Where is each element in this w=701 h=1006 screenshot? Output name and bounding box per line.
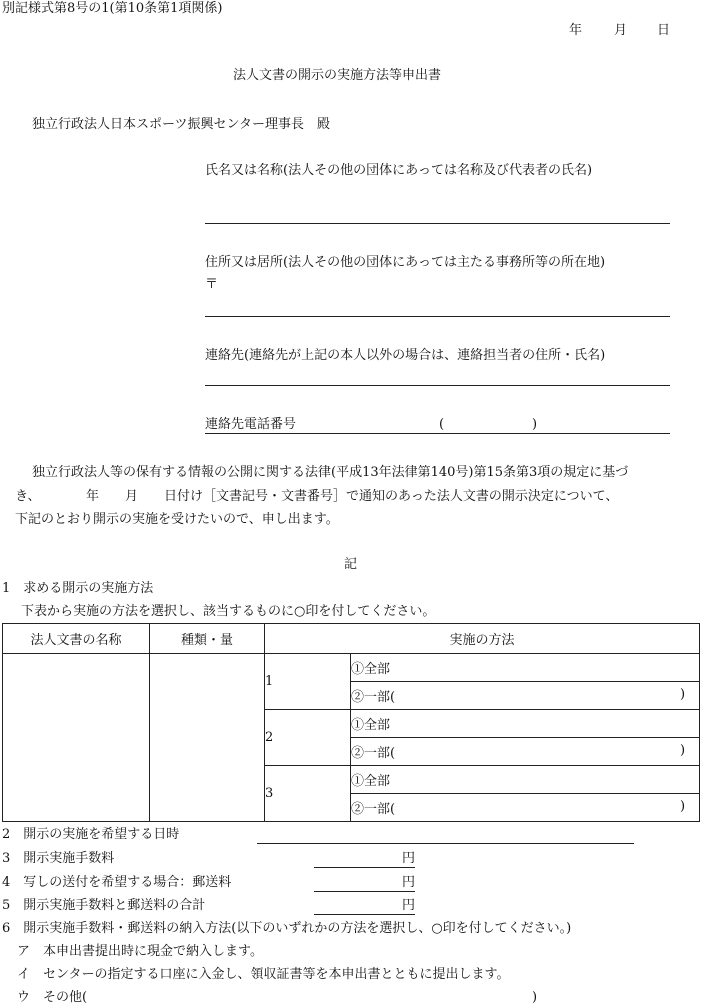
date-day: 日 <box>657 23 671 38</box>
option-label: ②一部( <box>351 690 396 705</box>
option-label: ②一部( <box>351 802 396 817</box>
option-partial[interactable] <box>351 682 700 710</box>
item-2-label: 2 開示の実施を希望する日時 <box>2 827 180 842</box>
item-3-label: 3 開示実施手数料 <box>2 851 115 866</box>
phone-close-paren: ) <box>532 417 538 432</box>
yen-unit: 円 <box>401 851 415 866</box>
ki-heading: 記 <box>344 557 358 572</box>
body-text-line-2: き、 年 月 日付け［文書記号・文書番号］で通知のあった法人文書の開示決定について、 <box>15 489 619 504</box>
table-row <box>3 654 700 682</box>
yen-unit: 円 <box>401 898 415 913</box>
disclosure-method-table <box>2 623 700 822</box>
section-1-instruction: 下表から実施の方法を選択し、該当するものに○印を付してください。 <box>21 604 436 619</box>
option-i[interactable]: イ センターの指定する口座に入金し、領収証書等を本申出書とともに提出します。 <box>17 967 510 982</box>
option-partial[interactable] <box>351 794 700 822</box>
header-method: 実施の方法 <box>265 624 700 654</box>
table-header-row <box>3 624 700 654</box>
addressee: 独立行政法人日本スポーツ振興センター理事長 殿 <box>32 117 330 132</box>
close-paren: ) <box>679 743 686 758</box>
body-text-line-3: 下記のとおり開示の実施を受けたいので、申し出ます。 <box>15 512 339 527</box>
address-line[interactable] <box>205 316 670 317</box>
option-u-close-paren: ) <box>532 990 538 1005</box>
item-3-field[interactable] <box>314 851 415 868</box>
option-label: ①全部 <box>351 662 391 677</box>
form-number: 別記様式第8号の1(第10条第1項関係) <box>2 1 223 16</box>
phone-open-paren: ( <box>439 417 445 432</box>
item-5-field[interactable] <box>314 898 415 915</box>
document-name-cell[interactable] <box>3 654 150 822</box>
group-number: 2 <box>265 710 351 766</box>
option-a[interactable]: ア 本申出書提出時に現金で納入します。 <box>17 944 263 959</box>
contact-line[interactable] <box>205 385 670 386</box>
option-all[interactable] <box>351 710 700 738</box>
name-label: 氏名又は名称(法人その他の団体にあっては名称及び代表者の氏名) <box>205 163 593 178</box>
phone-label: 連絡先電話番号 <box>205 417 297 432</box>
yen-unit: 円 <box>401 875 415 890</box>
contact-label: 連絡先(連絡先が上記の本人以外の場合は、連絡担当者の住所・氏名) <box>205 348 606 363</box>
group-number: 3 <box>265 766 351 822</box>
date-year: 年 <box>569 23 583 38</box>
close-paren: ) <box>679 799 686 814</box>
header-document-name: 法人文書の名称 <box>3 624 150 654</box>
option-all[interactable] <box>351 654 700 682</box>
option-all[interactable] <box>351 766 700 794</box>
document-title: 法人文書の開示の実施方法等申出書 <box>233 68 442 83</box>
option-label: ②一部( <box>351 746 396 761</box>
type-quantity-cell[interactable] <box>150 654 265 822</box>
section-1-heading: 1 求める開示の実施方法 <box>2 581 154 596</box>
header-type-quantity: 種類・量 <box>150 624 265 654</box>
option-label: ①全部 <box>351 774 391 789</box>
address-label: 住所又は居所(法人その他の団体にあっては主たる事務所等の所在地) <box>205 255 606 270</box>
item-4-label: 4 写しの送付を希望する場合：郵送料 <box>2 875 232 890</box>
option-u[interactable]: ウ その他( <box>17 990 88 1005</box>
item-2-line[interactable] <box>257 843 634 844</box>
name-line[interactable] <box>205 223 670 224</box>
item-6-label: 6 開示実施手数料・郵送料の納入方法(以下のいずれかの方法を選択し、○印を付してください。) <box>2 921 572 936</box>
item-4-field[interactable] <box>314 875 415 892</box>
group-number: 1 <box>265 654 351 710</box>
phone-line[interactable] <box>205 433 670 434</box>
body-text-line-1: 独立行政法人等の保有する情報の公開に関する法律(平成13年法律第140号)第15条第3項の規定に基づ <box>32 465 629 480</box>
option-partial[interactable] <box>351 738 700 766</box>
item-5-label: 5 開示実施手数料と郵送料の合計 <box>2 898 206 913</box>
postal-mark: 〒 <box>205 277 219 292</box>
date-month: 月 <box>614 23 628 38</box>
option-label: ①全部 <box>351 718 391 733</box>
close-paren: ) <box>679 687 686 702</box>
